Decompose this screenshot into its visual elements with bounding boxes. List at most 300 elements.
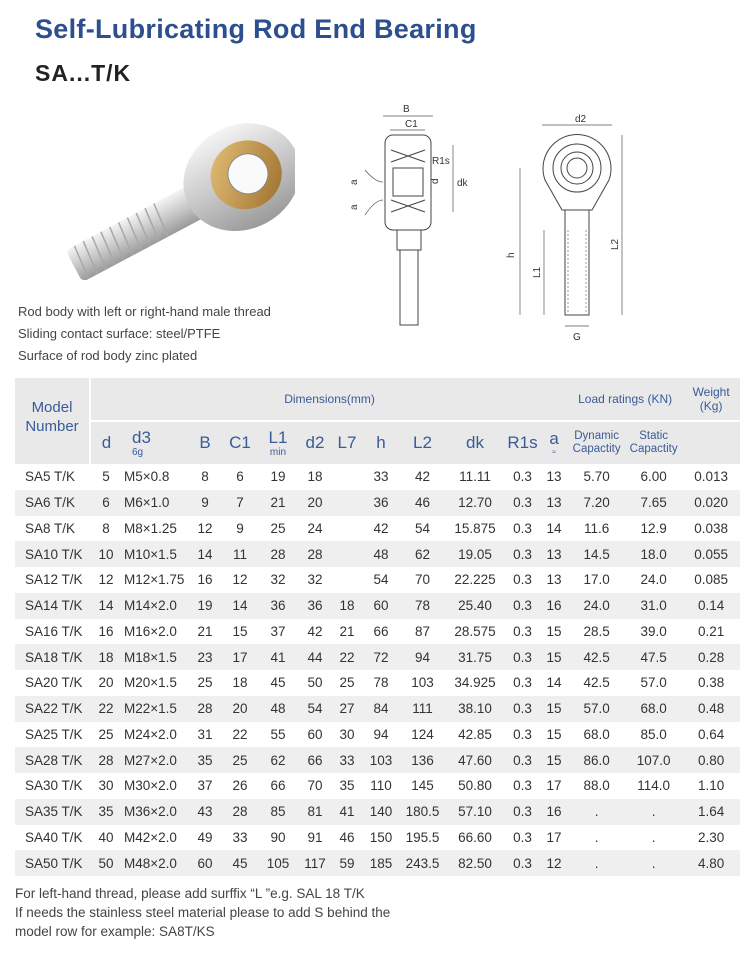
cell-dk: 57.10 — [445, 799, 505, 825]
label-h: h — [506, 252, 517, 258]
table-row — [15, 696, 740, 722]
cell-b: 28 — [188, 696, 222, 722]
cell-l2: 87 — [414, 623, 431, 639]
cell-l7: 18 — [332, 593, 362, 619]
cell-d2: 44 — [298, 644, 332, 670]
cell-dynamic: 42.5 — [568, 644, 625, 670]
cell-dynamic: 88.0 — [583, 778, 610, 794]
table-row — [15, 825, 740, 851]
cell-h: 36 — [362, 490, 400, 516]
cell-l7: 33 — [332, 747, 362, 773]
cell-l1: 37 — [270, 623, 286, 639]
cell-c1: 7 — [222, 490, 258, 516]
cell-l7 — [332, 541, 362, 567]
cell-l7: 27 — [332, 696, 362, 722]
cell-l1: 45 — [270, 675, 286, 691]
cell-h: 94 — [373, 726, 389, 742]
cell-h: 60 — [362, 593, 400, 619]
cell-weight: 2.30 — [698, 829, 725, 845]
cell-b: 43 — [188, 799, 222, 825]
cell-model: SA30 T/K — [25, 778, 83, 794]
label-d2: d2 — [575, 114, 587, 125]
cell-l1: 85 — [258, 799, 298, 825]
cell-l7: 59 — [332, 850, 362, 876]
label-l1: L1 — [532, 266, 543, 278]
cell-l7: 46 — [339, 829, 355, 845]
cell-l1: 62 — [258, 747, 298, 773]
cell-l7 — [332, 464, 362, 490]
cell-d3: M6×1.0 — [122, 490, 188, 516]
cell-d2: 117 — [298, 850, 332, 876]
cell-r1s: 0.3 — [513, 778, 532, 794]
table-row — [15, 722, 740, 748]
cell-l1: 32 — [270, 572, 286, 588]
cell-l7: 21 — [339, 623, 355, 639]
col-dk: dk — [445, 421, 505, 464]
cell-static: 18.0 — [625, 541, 682, 567]
cell-d: 16 — [98, 623, 114, 639]
table-row — [15, 516, 740, 542]
cell-c1: 25 — [222, 747, 258, 773]
label-a2: a — [349, 204, 360, 210]
cell-l7 — [332, 567, 362, 593]
section-diagram — [345, 100, 475, 330]
cell-d3: M8×1.25 — [124, 520, 177, 536]
cell-l1: 90 — [270, 829, 286, 845]
cell-c1: 26 — [232, 778, 248, 794]
cell-r1s: 0.3 — [513, 572, 532, 588]
cell-b: 49 — [197, 829, 213, 845]
cell-static: 47.5 — [625, 644, 682, 670]
cell-d2: 60 — [307, 726, 323, 742]
cell-a: 16 — [540, 593, 568, 619]
page-subtitle: SA...T/K — [35, 60, 132, 86]
cell-r1s: 0.3 — [513, 520, 532, 536]
cell-model: SA28 T/K — [15, 747, 90, 773]
table-row — [15, 644, 740, 670]
cell-l7: 41 — [332, 799, 362, 825]
cell-a: 13 — [540, 490, 568, 516]
col-d: d — [90, 421, 122, 464]
col-d3: d3 6g — [122, 421, 188, 464]
cell-static: 24.0 — [640, 572, 667, 588]
table-row — [15, 567, 740, 593]
table-row — [15, 619, 740, 645]
cell-r1s: 0.3 — [505, 696, 540, 722]
cell-a: 17 — [546, 778, 562, 794]
cell-r1s: 0.3 — [505, 799, 540, 825]
cell-model: SA22 T/K — [15, 696, 90, 722]
cell-r1s: 0.3 — [513, 726, 532, 742]
cell-l7: 35 — [339, 778, 355, 794]
col-l1: L1 min — [258, 421, 298, 464]
table-row — [15, 850, 740, 876]
col-static: Static Capactity — [625, 421, 682, 464]
cell-l1: 41 — [258, 644, 298, 670]
cell-dynamic: 42.5 — [583, 675, 610, 691]
cell-l1: 55 — [270, 726, 286, 742]
cell-model: SA5 T/K — [25, 469, 76, 485]
cell-l2: 42 — [414, 469, 431, 485]
cell-l1: 19 — [270, 469, 286, 485]
feature-text: Rod body with left or right-hand male thread — [18, 304, 271, 319]
cell-d2: 28 — [298, 541, 332, 567]
label-d: d — [430, 178, 441, 184]
cell-b: 60 — [188, 850, 222, 876]
cell-l1: 36 — [258, 593, 298, 619]
cell-l2: 195.5 — [405, 829, 440, 845]
cell-l1: 66 — [270, 778, 286, 794]
cell-b: 25 — [197, 675, 213, 691]
table-row — [15, 490, 740, 516]
cell-h: 84 — [362, 696, 400, 722]
cell-dynamic: 28.5 — [583, 623, 610, 639]
header-weight: Weight (Kg) — [682, 378, 740, 421]
cell-d2: 20 — [298, 490, 332, 516]
cell-l1: 25 — [270, 520, 286, 536]
cell-weight: 0.48 — [682, 696, 740, 722]
cell-c1: 12 — [232, 572, 248, 588]
cell-a: 13 — [546, 469, 562, 485]
cell-model: SA14 T/K — [15, 593, 90, 619]
cell-r1s: 0.3 — [513, 469, 532, 485]
cell-weight: 0.64 — [698, 726, 725, 742]
cell-l7 — [332, 516, 362, 542]
cell-dynamic: 7.20 — [568, 490, 625, 516]
cell-d3: M27×2.0 — [122, 747, 188, 773]
cell-dk: 19.05 — [445, 541, 505, 567]
cell-d3: M24×2.0 — [124, 726, 177, 742]
cell-c1: 15 — [232, 623, 248, 639]
cell-a: 15 — [540, 747, 568, 773]
cell-l7: 30 — [339, 726, 355, 742]
cell-static: 107.0 — [625, 747, 682, 773]
cell-c1: 17 — [222, 644, 258, 670]
cell-c1: 6 — [236, 469, 244, 485]
cell-d3: M10×1.5 — [122, 541, 188, 567]
cell-l2: 54 — [414, 520, 431, 536]
cell-dk: 50.80 — [458, 778, 492, 794]
cell-a: 16 — [540, 799, 568, 825]
cell-d: 25 — [98, 726, 114, 742]
cell-weight: 0.055 — [682, 541, 740, 567]
col-c1: C1 — [222, 421, 258, 464]
cell-h: 72 — [362, 644, 400, 670]
col-dynamic: Dynamic Capactity — [568, 421, 625, 464]
cell-dynamic: . — [568, 799, 625, 825]
cell-model: SA8 T/K — [25, 520, 76, 536]
cell-l1: 21 — [258, 490, 298, 516]
cell-d2: 91 — [307, 829, 323, 845]
cell-b: 9 — [188, 490, 222, 516]
footer-note: model row for example: SA8T/KS — [15, 924, 215, 939]
cell-d2: 24 — [307, 520, 323, 536]
cell-d2: 81 — [298, 799, 332, 825]
cell-h: 150 — [369, 829, 393, 845]
cell-l7: 25 — [339, 675, 355, 691]
cell-dynamic: 5.70 — [583, 469, 610, 485]
cell-a: 15 — [546, 623, 562, 639]
col-r1s: R1s — [505, 421, 540, 464]
cell-l1: 48 — [258, 696, 298, 722]
cell-d3: M12×1.75 — [124, 572, 185, 588]
cell-model: SA18 T/K — [15, 644, 90, 670]
cell-c1: 22 — [232, 726, 248, 742]
col-l7: L7 — [332, 421, 362, 464]
cell-l1: 28 — [258, 541, 298, 567]
cell-a: 13 — [546, 572, 562, 588]
cell-model: SA25 T/K — [25, 726, 83, 742]
cell-d3: M22×1.5 — [122, 696, 188, 722]
cell-model: SA40 T/K — [25, 829, 83, 845]
cell-weight: 0.28 — [682, 644, 740, 670]
cell-dk: 31.75 — [445, 644, 505, 670]
cell-weight: 0.38 — [698, 675, 725, 691]
cell-d2: 54 — [298, 696, 332, 722]
specifications-table — [15, 378, 740, 876]
page-title: Self-Lubricating Rod End Bearing — [35, 14, 477, 44]
cell-model: SA35 T/K — [15, 799, 90, 825]
cell-d: 6 — [90, 490, 122, 516]
cell-dk: 28.575 — [454, 623, 496, 639]
cell-weight: 0.21 — [698, 623, 725, 639]
col-l2: L2 — [400, 421, 445, 464]
col-weight-blank — [682, 421, 740, 464]
cell-dynamic: 17.0 — [583, 572, 610, 588]
cell-l2: 136 — [400, 747, 445, 773]
outline-diagram — [500, 110, 630, 350]
cell-static: 114.0 — [637, 778, 671, 794]
table-row — [15, 773, 740, 799]
cell-static: 7.65 — [625, 490, 682, 516]
cell-h: 78 — [373, 675, 389, 691]
cell-h: 103 — [362, 747, 400, 773]
cell-weight: 4.80 — [682, 850, 740, 876]
feature-text: Sliding contact surface: steel/PTFE — [18, 326, 221, 341]
cell-r1s: 0.3 — [513, 675, 532, 691]
cell-d3: M14×2.0 — [122, 593, 188, 619]
cell-l2: 94 — [400, 644, 445, 670]
cell-weight: 0.013 — [694, 469, 729, 485]
label-r1s: R1s — [432, 156, 450, 167]
cell-dynamic: . — [594, 829, 599, 845]
cell-h: 66 — [373, 623, 389, 639]
cell-weight: 1.10 — [698, 778, 725, 794]
cell-static: . — [651, 829, 656, 845]
cell-d2: 50 — [307, 675, 323, 691]
cell-l2: 46 — [400, 490, 445, 516]
cell-c1: 20 — [222, 696, 258, 722]
cell-d3: M42×2.0 — [124, 829, 177, 845]
cell-r1s: 0.3 — [505, 593, 540, 619]
cell-d2: 18 — [307, 469, 323, 485]
cell-d3: M36×2.0 — [122, 799, 188, 825]
cell-dk: 22.225 — [454, 572, 496, 588]
cell-d: 5 — [102, 469, 110, 485]
cell-static: 39.0 — [640, 623, 667, 639]
cell-dynamic: 86.0 — [568, 747, 625, 773]
cell-b: 14 — [188, 541, 222, 567]
cell-h: 54 — [373, 572, 389, 588]
cell-h: 140 — [362, 799, 400, 825]
cell-dk: 82.50 — [445, 850, 505, 876]
cell-d: 28 — [90, 747, 122, 773]
cell-static: 6.00 — [640, 469, 667, 485]
cell-c1: 18 — [232, 675, 248, 691]
label-dk: dk — [457, 178, 468, 189]
cell-dynamic: 11.6 — [583, 520, 610, 536]
cell-static: 57.0 — [640, 675, 667, 691]
cell-b: 16 — [197, 572, 213, 588]
cell-c1: 45 — [222, 850, 258, 876]
cell-weight: 0.038 — [694, 520, 729, 536]
cell-static: 31.0 — [625, 593, 682, 619]
cell-dk: 12.70 — [445, 490, 505, 516]
cell-h: 185 — [362, 850, 400, 876]
header-model-number: Model Number — [15, 378, 90, 464]
cell-l2: 78 — [400, 593, 445, 619]
cell-dynamic: 14.5 — [568, 541, 625, 567]
cell-d: 35 — [90, 799, 122, 825]
cell-r1s: 0.3 — [505, 490, 540, 516]
label-g: G — [573, 332, 581, 343]
cell-b: 8 — [201, 469, 209, 485]
cell-d: 8 — [102, 520, 110, 536]
cell-d: 12 — [98, 572, 114, 588]
cell-weight: 1.64 — [682, 799, 740, 825]
cell-c1: 33 — [232, 829, 248, 845]
cell-d2: 32 — [307, 572, 323, 588]
footer-note: If needs the stainless steel material please to add S behind the — [15, 905, 391, 920]
label-b: B — [403, 104, 410, 115]
cell-l2: 62 — [400, 541, 445, 567]
label-l2: L2 — [610, 238, 621, 250]
cell-dk: 47.60 — [445, 747, 505, 773]
cell-model: SA6 T/K — [15, 490, 90, 516]
cell-weight: 0.085 — [694, 572, 729, 588]
cell-model: SA50 T/K — [15, 850, 90, 876]
table-row — [15, 747, 740, 773]
cell-static: . — [625, 850, 682, 876]
cell-c1: 28 — [222, 799, 258, 825]
cell-d3: M48×2.0 — [122, 850, 188, 876]
cell-r1s: 0.3 — [505, 850, 540, 876]
cell-b: 12 — [197, 520, 213, 536]
cell-a: 14 — [546, 675, 562, 691]
cell-b: 35 — [188, 747, 222, 773]
cell-d2: 66 — [298, 747, 332, 773]
cell-l2: 243.5 — [400, 850, 445, 876]
cell-dynamic: 68.0 — [583, 726, 610, 742]
cell-weight: 0.020 — [682, 490, 740, 516]
cell-r1s: 0.3 — [513, 623, 532, 639]
cell-dk: 34.925 — [454, 675, 496, 691]
rod-end-photo — [55, 100, 295, 280]
cell-c1: 9 — [236, 520, 244, 536]
cell-d: 20 — [98, 675, 114, 691]
label-c1: C1 — [405, 119, 418, 130]
col-d2: d2 — [298, 421, 332, 464]
cell-d3: M18×1.5 — [122, 644, 188, 670]
col-a: a ≈ — [540, 421, 568, 464]
cell-d: 22 — [90, 696, 122, 722]
cell-static: 85.0 — [640, 726, 667, 742]
cell-dk: 11.11 — [459, 469, 491, 485]
cell-a: 12 — [540, 850, 568, 876]
cell-dynamic: . — [568, 850, 625, 876]
cell-d: 50 — [90, 850, 122, 876]
cell-weight: 0.80 — [682, 747, 740, 773]
cell-r1s: 0.3 — [505, 541, 540, 567]
cell-l2: 70 — [414, 572, 431, 588]
cell-model: SA10 T/K — [15, 541, 90, 567]
cell-d: 10 — [90, 541, 122, 567]
cell-dk: 15.875 — [454, 520, 496, 536]
col-b: B — [188, 421, 222, 464]
table-body — [15, 464, 740, 876]
cell-d2: 42 — [307, 623, 323, 639]
cell-l2: 124 — [411, 726, 434, 742]
cell-dynamic: 24.0 — [568, 593, 625, 619]
header-dimensions: Dimensions(mm) — [90, 378, 568, 421]
cell-h: 42 — [373, 520, 389, 536]
cell-l7: 22 — [332, 644, 362, 670]
cell-d: 30 — [98, 778, 114, 794]
cell-h: 110 — [370, 778, 392, 794]
cell-l2: 145 — [411, 778, 434, 794]
table-row — [15, 593, 740, 619]
cell-b: 19 — [188, 593, 222, 619]
cell-d3: M16×2.0 — [124, 623, 177, 639]
table-row — [15, 799, 740, 825]
cell-c1: 14 — [222, 593, 258, 619]
cell-a: 13 — [540, 541, 568, 567]
cell-h: 33 — [373, 469, 389, 485]
cell-d3: M5×0.8 — [124, 469, 170, 485]
cell-dk: 25.40 — [445, 593, 505, 619]
cell-a: 17 — [546, 829, 562, 845]
cell-weight: 0.14 — [682, 593, 740, 619]
cell-l2: 103 — [411, 675, 434, 691]
feature-text: Surface of rod body zinc plated — [18, 348, 198, 363]
cell-d2: 36 — [298, 593, 332, 619]
cell-dk: 38.10 — [445, 696, 505, 722]
cell-b: 23 — [188, 644, 222, 670]
cell-b: 21 — [197, 623, 213, 639]
cell-d: 14 — [90, 593, 122, 619]
header-load-ratings: Load ratings (KN) — [568, 378, 682, 421]
cell-d2: 70 — [307, 778, 323, 794]
cell-h: 48 — [362, 541, 400, 567]
cell-b: 37 — [197, 778, 213, 794]
cell-static: . — [625, 799, 682, 825]
cell-l7 — [332, 490, 362, 516]
cell-a: 15 — [546, 726, 562, 742]
cell-dk: 42.85 — [458, 726, 492, 742]
cell-r1s: 0.3 — [505, 747, 540, 773]
cell-a: 15 — [540, 696, 568, 722]
cell-a: 15 — [540, 644, 568, 670]
footer-note: For left-hand thread, please add surffix “L ”e.g. SAL 18 T/K — [15, 886, 365, 901]
cell-model: SA12 T/K — [25, 572, 83, 588]
cell-static: 68.0 — [625, 696, 682, 722]
label-a1: a — [349, 179, 360, 185]
cell-l2: 111 — [400, 696, 445, 722]
cell-a: 14 — [546, 520, 562, 536]
table-row — [15, 464, 740, 490]
col-h: h — [362, 421, 400, 464]
cell-d: 18 — [90, 644, 122, 670]
